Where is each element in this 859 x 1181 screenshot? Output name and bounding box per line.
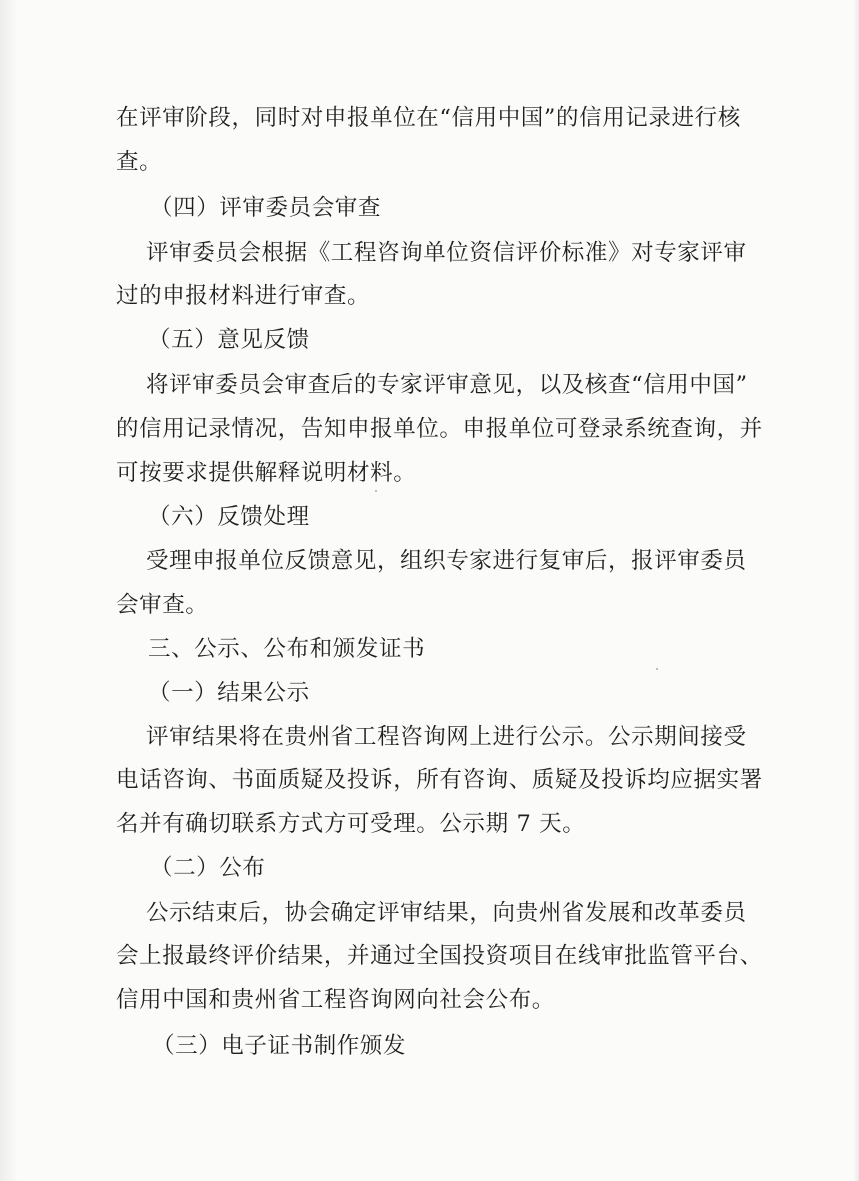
paragraph-line: 在评审阶段，同时对申报单位在“信用中国”的信用记录进行核 [116, 105, 741, 131]
section-heading: （四）评审委员会审查 [150, 195, 382, 221]
scan-speck [375, 490, 377, 492]
paragraph-line: 评审结果将在贵州省工程咨询网上进行公示。公示期间接受 [146, 724, 747, 750]
paragraph-line: 电话咨询、书面质疑及投诉，所有咨询、质疑及投诉均应据实署 [116, 767, 763, 793]
paragraph-line: 名并有确切联系方式方可受理。公示期 7 天。 [116, 811, 586, 837]
paragraph-line: 评审委员会根据《工程咨询单位资信评价标准》对专家评审 [146, 240, 747, 266]
paragraph-line: 的信用记录情况，告知申报单位。申报单位可登录系统查询，并 [116, 416, 763, 442]
paragraph-line: 受理申报单位反馈意见，组织专家进行复审后，报评审委员 [146, 548, 747, 574]
chapter-heading: 三、公示、公布和颁发证书 [148, 636, 426, 662]
section-heading: （三）电子证书制作颁发 [152, 1033, 407, 1059]
paragraph-line: 可按要求提供解释说明材料。 [116, 460, 417, 486]
paragraph-line: 将评审委员会审查后的专家评审意见，以及核查“信用中国” [146, 372, 748, 398]
paragraph-line: 信用中国和贵州省工程咨询网向社会公布。 [116, 987, 555, 1013]
page-edge-shadow [853, 0, 859, 1181]
section-heading: （五）意见反馈 [148, 327, 310, 353]
paragraph-line: 过的申报材料进行审查。 [116, 283, 371, 309]
paragraph-line: 查。 [116, 149, 163, 175]
section-heading: （二）公布 [150, 855, 266, 881]
paragraph-line: 会审查。 [116, 592, 209, 618]
section-heading: （一）结果公示 [148, 680, 310, 706]
paragraph-line: 会上报最终评价结果，并通过全国投资项目在线审批监管平台、 [116, 943, 763, 969]
section-heading: （六）反馈处理 [148, 504, 310, 530]
paragraph-line: 公示结束后，协会确定评审结果，向贵州省发展和改革委员 [146, 900, 747, 926]
scan-speck [656, 668, 658, 670]
